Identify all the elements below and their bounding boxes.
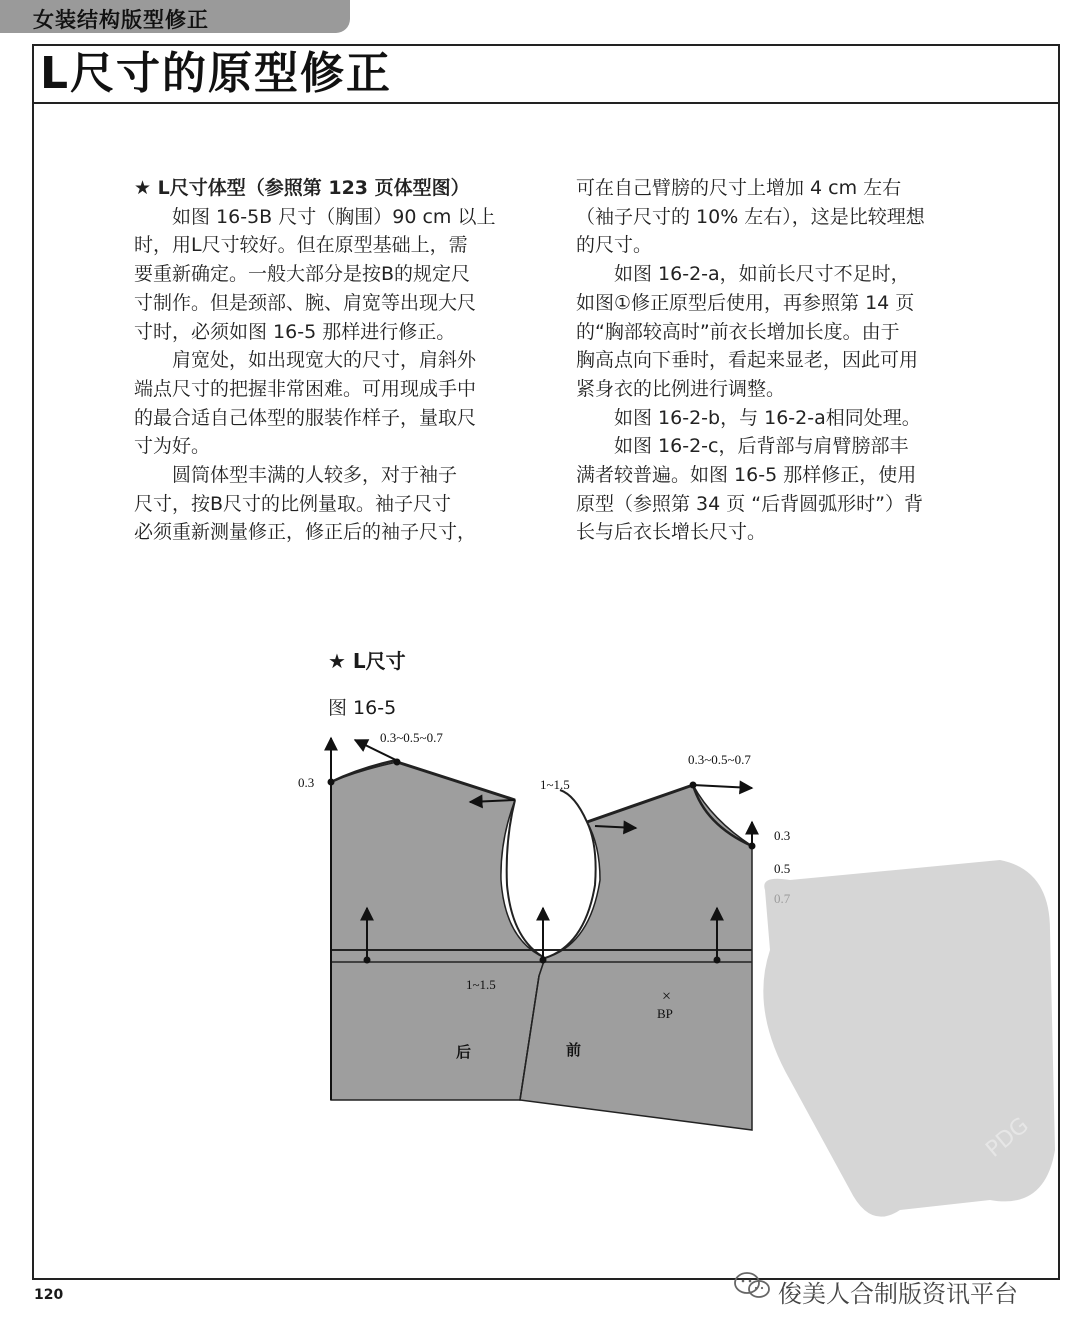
paragraph-line: 寸时，必须如图 16-5 那样进行修正。	[134, 320, 456, 343]
section-title: 女装结构版型修正	[33, 8, 209, 32]
annotation: 0.5	[774, 861, 790, 876]
paragraph-line: 原型（参照第 34 页 “后背圆弧形时”）背	[576, 492, 923, 515]
point-marker	[394, 759, 401, 766]
paragraph-line: 的尺寸。	[576, 234, 653, 257]
wechat-icon	[733, 1270, 773, 1302]
point-marker	[364, 957, 371, 964]
front-shoulder-arrow	[693, 785, 752, 788]
point-marker	[714, 957, 721, 964]
svg-text:PDG: PDG	[981, 1113, 1034, 1163]
paragraph-line: 寸为好。	[134, 435, 211, 458]
paragraph-line: 如图①修正原型后使用，再参照第 14 页	[576, 291, 915, 314]
sub-heading: ★ L尺寸体型（参照第 123 页体型图）	[134, 177, 470, 199]
paragraph-line: 时，用L尺寸较好。但在原型基础上，需	[134, 234, 468, 257]
paragraph-line: 必须重新测量修正，修正后的袖子尺寸，	[134, 521, 477, 544]
paragraph-line: 满者较普遍。如图 16-5 那样修正，使用	[576, 464, 917, 487]
point-marker	[328, 779, 335, 786]
paragraph-line: 如图 16-5B 尺寸（胸围）90 cm 以上	[172, 205, 496, 228]
paragraph-line: 的“胸部较高时”前衣长增加长度。由于	[576, 320, 900, 343]
back-label: 后	[456, 1045, 472, 1061]
paragraph-line: 紧身衣的比例进行调整。	[576, 377, 786, 400]
annotation: 1~1.5	[540, 777, 570, 792]
figure-label: 图 16-5	[328, 697, 397, 719]
bust-point-label: BP	[657, 1006, 673, 1021]
point-marker	[690, 782, 697, 789]
figure-heading: ★ L尺寸	[328, 649, 406, 673]
annotation: 1~1.5	[466, 977, 496, 992]
text-column-right	[576, 174, 966, 547]
paragraph-line: 尺寸，按B尺寸的比例量取。袖子尺寸	[134, 492, 452, 515]
paragraph-line: 如图 16-2-b，与 16-2-a相同处理。	[614, 406, 921, 429]
bust-point-mark: ×	[662, 988, 672, 1005]
paragraph-line: 如图 16-2-c，后背部与肩臂膀部丰	[614, 435, 909, 458]
annotation: 0.3~0.5~0.7	[380, 730, 443, 745]
paragraph-line: 圆筒体型丰满的人较多，对于袖子	[172, 464, 458, 487]
paragraph-line: 寸制作。但是颈部、腕、肩宽等出现大尺	[134, 291, 477, 314]
paragraph-line: 的最合适自己体型的服装作样子，量取尺	[134, 406, 477, 429]
page-number: 120	[34, 1287, 64, 1303]
account-watermark: 俊美人合制版资讯平台	[778, 1280, 1018, 1308]
annotation: 0.3	[774, 828, 790, 843]
page-title: L尺寸的原型修正	[40, 48, 393, 99]
paragraph-line: 要重新确定。一般大部分是按B的规定尺	[134, 263, 471, 286]
point-marker	[540, 957, 547, 964]
paragraph-line: 胸高点向下垂时，看起来显老，因此可用	[576, 349, 919, 372]
annotation: 0.3	[298, 775, 315, 790]
annotation: 0.3~0.5~0.7	[688, 752, 751, 767]
point-marker	[749, 843, 756, 850]
text-column-left	[134, 174, 524, 547]
paragraph-line: 如图 16-2-a，如前长尺寸不足时，	[614, 263, 910, 286]
paragraph-line: 端点尺寸的把握非常困难。可用现成手中	[134, 377, 477, 400]
paragraph-line: （袖子尺寸的 10% 左右），这是比较理想	[576, 205, 925, 228]
paragraph-line: 可在自己臂膀的尺寸上增加 4 cm 左右	[576, 177, 902, 199]
paragraph-line: 长与后衣长增长尺寸。	[576, 521, 767, 544]
pattern-diagram	[290, 720, 790, 1140]
paragraph-line: 肩宽处，如出现宽大的尺寸，肩斜外	[172, 349, 477, 372]
seal-watermark	[750, 850, 1060, 1230]
front-label: 前	[566, 1043, 582, 1059]
